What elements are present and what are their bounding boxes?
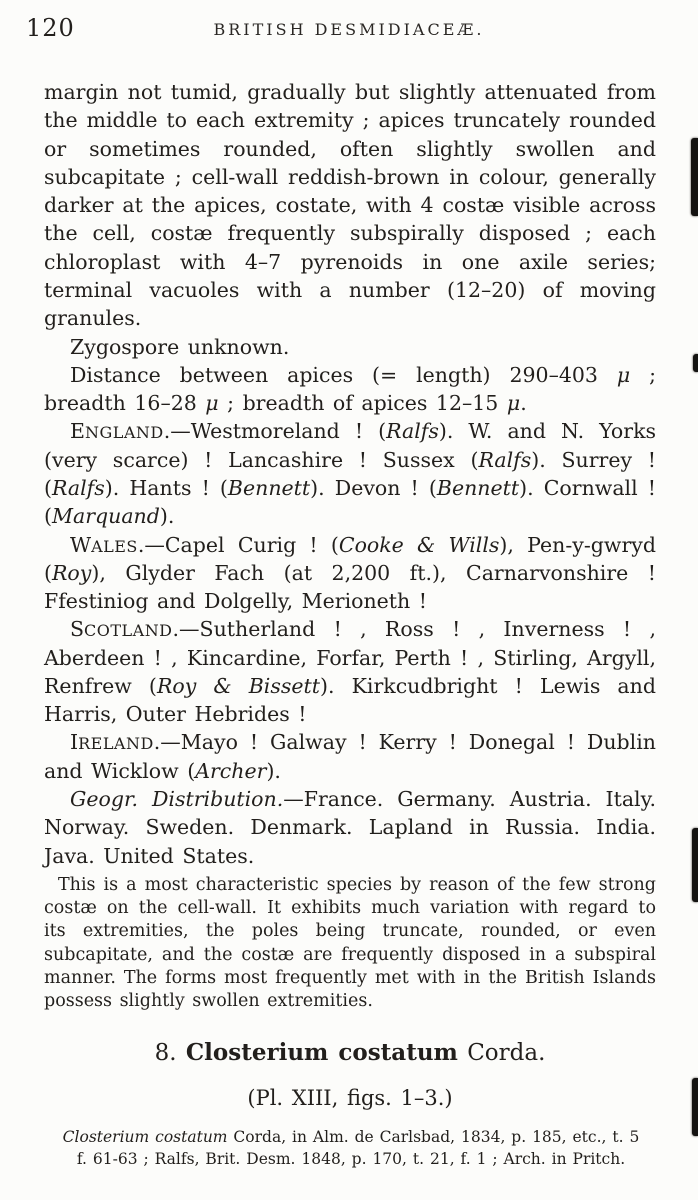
text-block — [44, 78, 656, 1171]
paragraph-zygospore: Zygospore unknown. — [70, 334, 290, 359]
paragraph-england: ENGLAND.—Westmoreland ! (Ralfs). W. and N. Yorks (very scarce) ! Lancashire ! Sussex (Ralfs). Surrey ! (Ralfs). Hants ! (Bennett). Devon ! (Bennett). Cornwall ! (Marquand). — [44, 419, 657, 529]
scan-artifact — [692, 1078, 698, 1136]
paragraph-description: margin not tumid, gradually but slightly attenuated from the middle to each extremity ; apices truncately rounded or sometimes rounded, often slightly swollen and subcapitate ; cell-wall reddish-brown in colour, generally darker at the apices, costate, with 4 costæ visible across the cell, costæ frequently subspirally disposed ; each chloroplast with 4–7 pyrenoids in one axile series; terminal vacuoles with a number (12–20) of moving granules. — [44, 80, 656, 331]
plate-reference: (Pl. XIII, figs. 1–3.) — [247, 1086, 453, 1111]
paragraph-wales: WALES.—Capel Curig ! (Cooke & Wills), Pen-y-gwryd (Roy), Glyder Fach (at 2,200 ft.), Carnarvonshire ! Ffestiniog and Dolgelly, Merioneth ! — [44, 532, 656, 614]
bibliographic-reference: Closterium costatum Corda, in Alm. de Carlsbad, 1834, p. 185, etc., t. 5 f. 61-63 ; Ralfs, Brit. Desm. 1848, p. 170, t. 21, f. 1 ; Arch. in Pritch. — [62, 1128, 640, 1168]
paragraph-geogr-distribution: Geogr. Distribution.—France. Germany. Austria. Italy. Norway. Sweden. Denmark. Lapland in Russia. India. Java. United States. — [44, 787, 656, 868]
scan-artifact — [693, 354, 698, 372]
paragraph-scotland: SCOTLAND.—Sutherland ! , Ross ! , Inverness ! , Aberdeen ! , Kincardine, Forfar, Perth ! , Stirling, Argyll, Renfrew (Roy & Bissett). Kirkcudbright ! Lewis and Harris, Outer Hebrides ! — [44, 617, 656, 727]
paragraph-ireland: IRELAND.—Mayo ! Galway ! Kerry ! Donegal ! Dublin and Wicklow (Archer). — [44, 730, 656, 783]
paragraph-note: This is a most characteristic species by reason of the few strong costæ on the cell-wall. It exhibits much variation with regard to its extremities, the poles being truncate, rounded, or even subcapitate, and the costæ are frequently disposed in a subspiral manner. The forms most frequently met with in the British Islands possess slightly swollen extremities. — [44, 874, 656, 1012]
page-number: 120 — [26, 14, 75, 42]
page-header — [0, 0, 698, 52]
scan-artifact — [692, 828, 698, 902]
running-title: BRITISH DESMIDIACEÆ. — [213, 20, 485, 39]
species-heading: 8. Closterium costatum Corda. — [154, 1039, 546, 1067]
paragraph-distance: Distance between apices (= length) 290–403 μ ; breadth 16–28 μ ; breadth of apices 12–15 μ. — [44, 362, 656, 416]
scan-artifact — [691, 138, 698, 216]
